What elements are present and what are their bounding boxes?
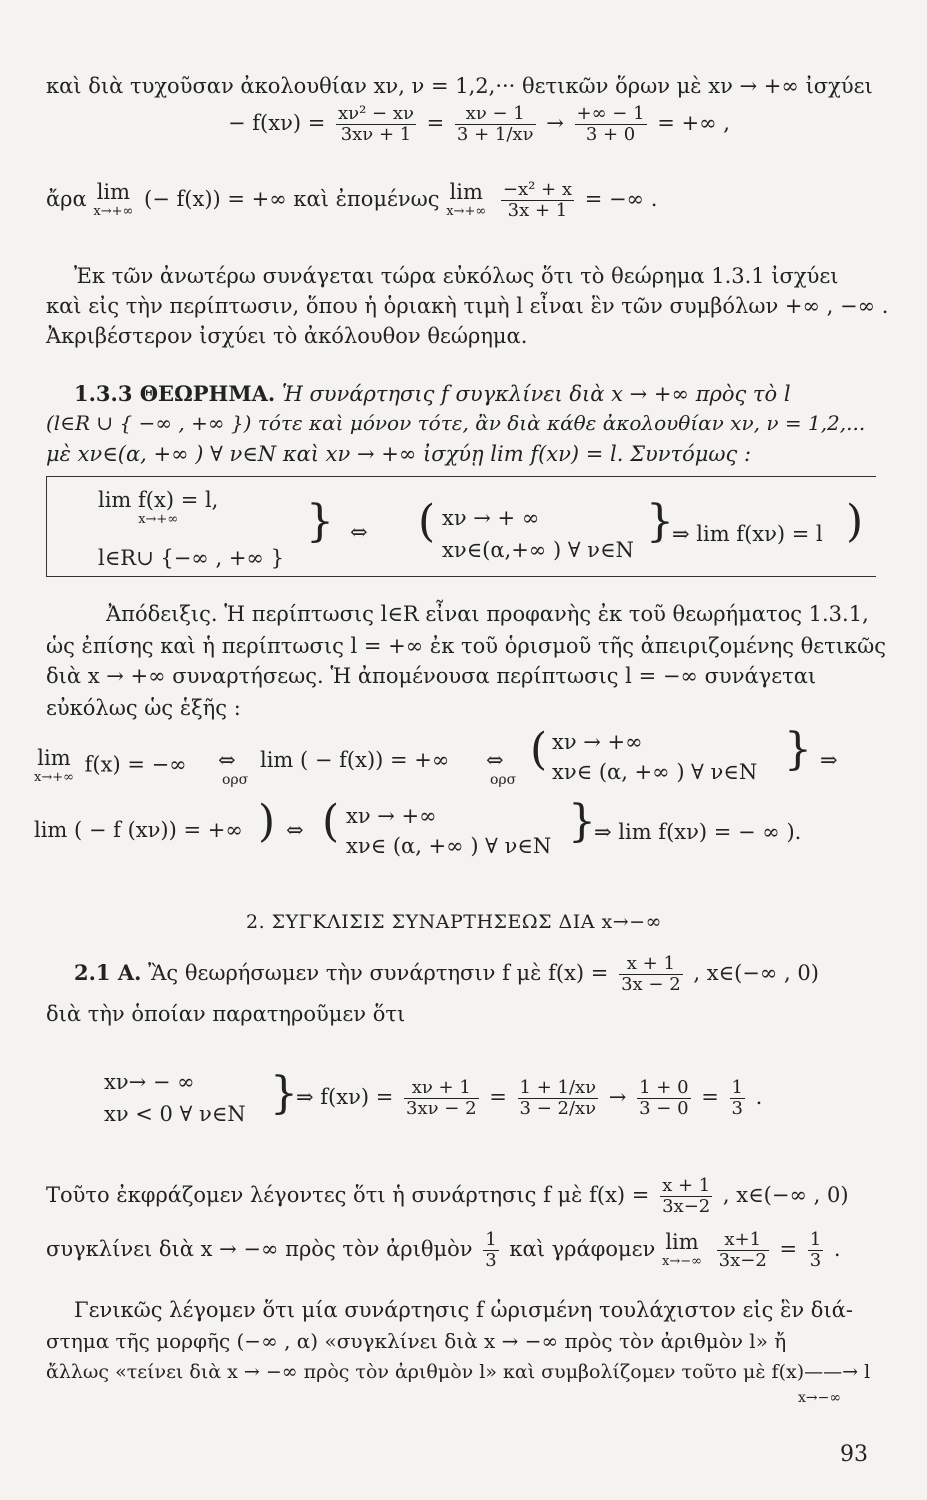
fraction [518, 1078, 599, 1119]
brace: } [568, 796, 596, 847]
denominator: 3 [731, 1097, 743, 1119]
text-line: διὰ τὴν ὁποίαν παρατηροῦμεν ὅτι [46, 1002, 406, 1026]
implies: ⇒ f(xν) = [296, 1084, 394, 1109]
denominator: 3xν + 1 [340, 123, 412, 145]
denominator: 3x + 1 [507, 199, 568, 221]
text-line: εὐκόλως ὡς ἑξῆς : [46, 696, 241, 720]
eq-rhs: = +∞ , [657, 110, 730, 135]
numerator: xν + 1 [404, 1078, 479, 1099]
equals: = [426, 110, 445, 135]
text-line: διὰ x → +∞ συναρτήσεως. Ἡ ἀπομένουσα περίπτωσις l = −∞ συνάγεται [46, 664, 817, 688]
denominator: 3x−2 [718, 1249, 767, 1271]
box-cond [98, 490, 222, 526]
period: . [833, 1236, 841, 1261]
iff-symbol: ⇔ [486, 748, 504, 772]
theorem-label: 1.3.3 ΘΕΩΡΗΜΑ. [74, 381, 276, 406]
brace: } [784, 724, 812, 775]
fraction [483, 1230, 498, 1271]
text-line: στημα τῆς μορφῆς (−∞ , α) «συγκλίνει διὰ x → −∞ πρὸς τὸν ἀριθμὸν l» ἤ [46, 1329, 787, 1353]
lim-sub: x→+∞ [34, 770, 74, 785]
eq-expr: (− f(x)) = +∞ καὶ ἐπομένως [144, 186, 440, 211]
text-line: Ἐκ τῶν ἀνωτέρω συνάγεται τώρα εὐκόλως ὅτι τὸ θεώρημα 1.3.1 ἰσχύει [74, 264, 839, 288]
text-line: ἄλλως «τείνει διὰ x → −∞ πρὸς τὸν ἀριθμὸν l» καὶ συμβολίζομεν τοῦτο μὲ f(x)——→ l [46, 1361, 871, 1383]
brace: } [646, 496, 674, 547]
equals: = [489, 1084, 507, 1109]
fraction [336, 104, 416, 145]
box-seq-cond: xν → + ∞ [442, 506, 540, 530]
lim-sub: x→+∞ [93, 204, 134, 220]
seq-cond: xν∈ (α, +∞ ) ∀ ν∈N [346, 834, 552, 858]
denominator: 3x−2 [662, 1195, 711, 1217]
iff-label: ορσ [222, 772, 249, 788]
brace: } [270, 1068, 298, 1119]
numerator: x + 1 [662, 1175, 711, 1196]
lim-text: lim [665, 1230, 699, 1255]
limit [662, 1232, 702, 1268]
numerator: x+1 [717, 1230, 769, 1251]
numerator: 1 [485, 1229, 497, 1250]
section-heading: 2. ΣΥΓΚΛΙΣΙΣ ΣΥΝΑΡΤΗΣΕΩΣ ΔΙΑ x→−∞ [246, 911, 662, 933]
paren-close: ) [258, 796, 276, 847]
page-number: 93 [840, 1442, 868, 1467]
denominator: 3 + 1/xν [456, 123, 534, 145]
text: , x∈(−∞ , 0) [693, 960, 819, 985]
fraction [808, 1230, 823, 1271]
lim-text: lim f(x) = l, [98, 488, 219, 512]
theorem-heading [74, 382, 791, 406]
seq-cond: xν→ − ∞ [104, 1070, 195, 1094]
iff-symbol: ⇔ [218, 748, 236, 772]
fraction [501, 180, 574, 221]
numerator: −x² + x [502, 179, 572, 200]
paragraph-line [74, 954, 819, 995]
seq-cond: xν∈ (α, +∞ ) ∀ ν∈N [552, 760, 758, 784]
seq-cond: xν → +∞ [552, 730, 643, 754]
lim-text: lim [449, 180, 483, 205]
text-line: Γενικῶς λέγομεν ὅτι μία συνάρτησις f ὡρισμένη τουλάχιστον εἰς ἓν διά- [74, 1298, 853, 1322]
denominator: 3 [485, 1249, 497, 1271]
paren-open: ( [418, 496, 436, 547]
box-rule-left [46, 476, 47, 576]
eq-part: lim ( − f(x)) = +∞ [260, 748, 450, 772]
lim-text: lim [96, 180, 131, 205]
paragraph-line [46, 1230, 841, 1271]
arrow: → [608, 1084, 627, 1109]
fraction [455, 104, 536, 145]
fraction [575, 104, 647, 145]
text: , x∈(−∞ , 0) [722, 1182, 849, 1207]
lim-text: lim [37, 746, 71, 770]
paren-close: ) [846, 496, 864, 547]
text: καὶ γράφομεν [509, 1236, 656, 1261]
lim-sub: x→−∞ [662, 1254, 702, 1270]
box-implication: ⇒ lim f(xν) = l [672, 522, 823, 546]
limit [446, 182, 486, 218]
limit [34, 748, 74, 784]
text: συγκλίνει διὰ x → −∞ πρὸς τὸν ἀριθμὸν [46, 1236, 473, 1261]
limit [98, 490, 218, 526]
denominator: 3 + 0 [585, 123, 636, 145]
text-line: Ἀπόδειξις. Ἡ περίπτωσις l∈R εἶναι προφανὴς ἐκ τοῦ θεωρήματος 1.3.1, [106, 602, 869, 626]
text-line: καὶ εἰς τὴν περίπτωσιν, ὅπου ἡ ὁριακὴ τιμὴ l εἶναι ἓν τῶν συμβόλων +∞ , −∞ . [46, 294, 889, 318]
iff-label: ορσ [490, 772, 517, 788]
seq-cond: xν → +∞ [346, 804, 437, 828]
numerator: x + 1 [619, 954, 683, 975]
eq-lhs: − f(xν) = [228, 110, 326, 135]
period: . [755, 1084, 763, 1109]
box-seq-cond: xν∈(α,+∞ ) ∀ ν∈N [442, 538, 634, 562]
denominator: 3x − 2 [621, 973, 681, 995]
fraction [619, 954, 683, 995]
implication: ⇒ lim f(xν) = − ∞ ). [594, 820, 802, 844]
limit-sub: x→−∞ [798, 1390, 842, 1406]
equals: = [701, 1084, 719, 1109]
paren-open: ( [322, 796, 340, 847]
numerator: 1 [809, 1229, 822, 1250]
text-line: ὡς ἐπίσης καὶ ἡ περίπτωσις l = +∞ ἐκ τοῦ ὁρισμοῦ τῆς ἀπειριζομένης θετικῶς [46, 634, 887, 658]
text: Τοῦτο ἐκφράζομεν λέγοντες ὅτι ἡ συνάρτησις f μὲ f(x) = [46, 1182, 650, 1207]
implies: ⇒ [820, 748, 838, 772]
lim-sub: x→+∞ [138, 512, 179, 527]
paragraph-line [46, 1176, 849, 1217]
numerator: xν − 1 [455, 104, 536, 125]
equation [34, 748, 187, 784]
box-cond: l∈R∪ {−∞ , +∞ } [98, 546, 284, 570]
numerator: 1 + 1/xν [519, 1077, 597, 1098]
iff-defn [218, 748, 236, 772]
theorem-text: Ἡ συνάρτησις f συγκλίνει διὰ x → +∞ πρὸς τὸ l [281, 382, 791, 406]
denominator: 3xν − 2 [406, 1097, 477, 1119]
text-line: καὶ διὰ τυχοῦσαν ἀκολουθίαν xν, ν = 1,2,··· θετικῶν ὅρων μὲ xν → +∞ ἰσχύει [46, 74, 873, 98]
text-line: Ἀκριβέστερον ἰσχύει τὸ ἀκόλουθον θεώρημα. [46, 324, 528, 348]
lim-sub: x→+∞ [446, 204, 487, 220]
theorem-text: μὲ xν∈(α, +∞ ) ∀ ν∈N καὶ xν → +∞ ἰσχύῃ lim f(xν) = l. Συντόμως : [46, 442, 752, 466]
limit [93, 182, 133, 218]
fraction [660, 1176, 712, 1217]
numerator: 1 + 0 [639, 1077, 689, 1098]
equation [46, 180, 657, 221]
iff-symbol: ⇔ [350, 520, 368, 544]
eq-rhs: = −∞ . [584, 186, 658, 211]
denominator: 3 − 0 [639, 1097, 689, 1119]
fraction [717, 1230, 769, 1271]
fraction [637, 1078, 690, 1119]
paren-open: ( [530, 724, 548, 775]
eq-part: lim ( − f (xν)) = +∞ [34, 818, 243, 842]
numerator: +∞ − 1 [576, 103, 645, 124]
numerator: 1 [731, 1077, 743, 1098]
equals: = [779, 1236, 798, 1261]
theorem-text: (l∈R ∪ { −∞ , +∞ }) τότε καὶ μόνον τότε, ἂν διὰ κάθε ἀκολουθίαν xν, ν = 1,2,... [46, 411, 866, 435]
numerator: xν² − xν [338, 103, 414, 124]
iff-symbol: ⇔ [286, 818, 304, 842]
denominator: 3 [809, 1249, 822, 1271]
brace: } [306, 496, 334, 547]
box-rule-bottom [46, 576, 876, 577]
section-label: 2.1 Α. [74, 959, 142, 985]
arrow: → [546, 110, 564, 135]
text: Ἂς θεωρήσωμεν τὴν συνάρτησιν f μὲ f(x) = [148, 960, 609, 985]
equation [228, 104, 730, 145]
word-ara: ἄρα [46, 186, 87, 211]
fraction [404, 1078, 479, 1119]
denominator: 3 − 2/xν [519, 1097, 597, 1119]
eq-part: f(x) = −∞ [84, 752, 187, 777]
fraction [730, 1078, 745, 1119]
equation [296, 1078, 762, 1119]
box-rule-top [46, 476, 876, 477]
seq-cond: xν < 0 ∀ ν∈N [104, 1102, 246, 1126]
